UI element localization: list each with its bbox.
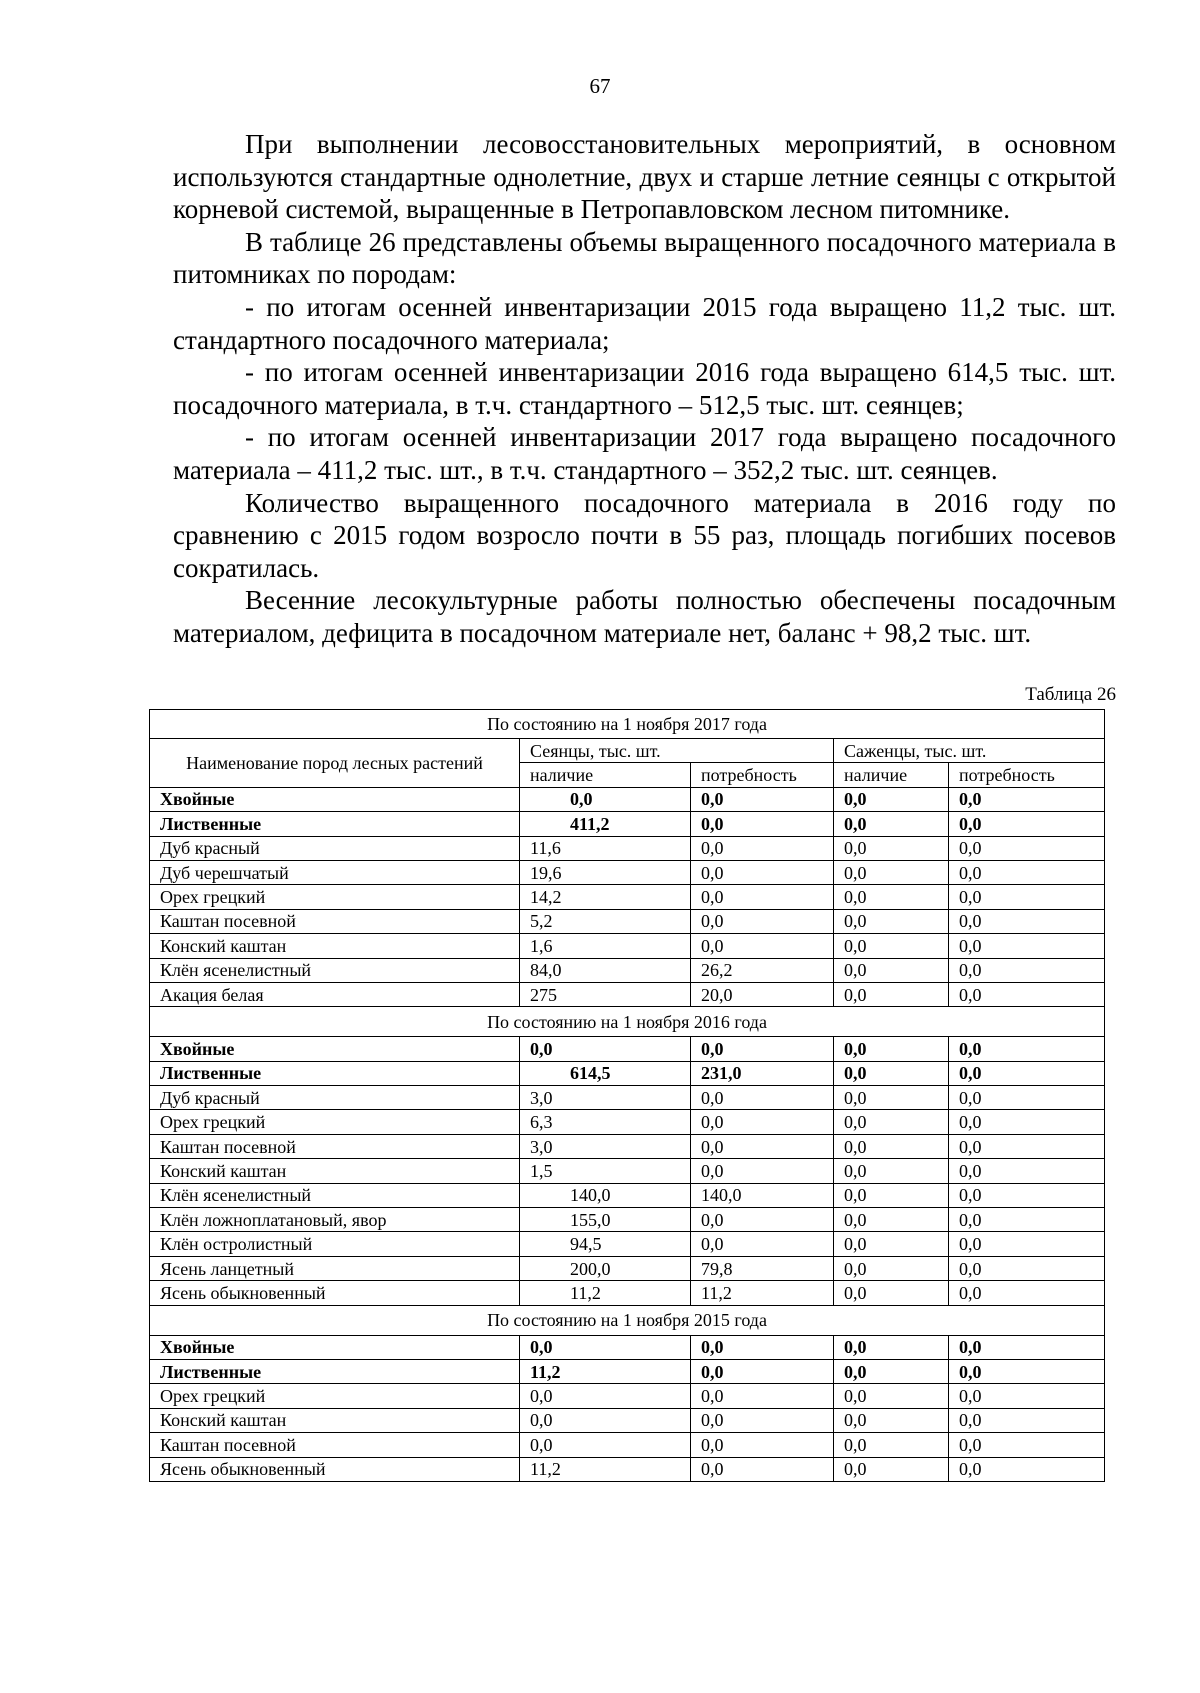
value-cell: 0,0 [949,1433,1105,1457]
value-cell: 0,0 [834,1086,949,1110]
section-title: По состоянию на 1 ноября 2016 года [150,1007,1105,1037]
value-cell: 0,0 [949,934,1105,958]
value-cell: 0,0 [691,909,834,933]
table-row [150,1281,1105,1305]
header-species-name: Наименование пород лесных растений [150,739,520,788]
table-row [150,885,1105,909]
table-row [150,1037,1105,1061]
species-name-cell: Орех грецкий [150,1384,520,1408]
value-cell: 0,0 [949,1408,1105,1432]
species-name-cell: Конский каштан [150,1159,520,1183]
value-cell: 11,2 [691,1281,834,1305]
species-name-cell: Ясень обыкновенный [150,1281,520,1305]
species-name-cell: Дуб красный [150,836,520,860]
paragraph: - по итогам осенней инвентаризации 2015 года выращено 11,2 тыс. шт. стандартного посадочного материала; [173,291,1116,355]
value-cell: 0,0 [834,909,949,933]
value-cell: 0,0 [949,812,1105,836]
value-cell: 0,0 [949,836,1105,860]
species-name-cell: Хвойные [150,1335,520,1359]
value-cell: 0,0 [834,1359,949,1383]
value-cell: 3,0 [520,1086,691,1110]
value-cell: 200,0 [520,1256,691,1280]
species-name-cell: Каштан посевной [150,909,520,933]
value-cell: 0,0 [949,958,1105,982]
value-cell: 0,0 [520,1335,691,1359]
value-cell: 0,0 [949,1134,1105,1158]
table-row [150,1208,1105,1232]
species-name-cell: Клён ложноплатановый, явор [150,1208,520,1232]
species-name-cell: Конский каштан [150,1408,520,1432]
value-cell: 0,0 [949,1457,1105,1481]
value-cell: 0,0 [834,1183,949,1207]
paragraph: Весенние лесокультурные работы полностью обеспечены посадочным материалом, дефицита в посадочном материале нет, баланс + 98,2 тыс. шт. [173,585,1116,648]
value-cell: 0,0 [834,812,949,836]
paragraph: При выполнении лесовосстановительных мероприятий, в основном используются стандартные однолетние, двух и старше летние сеянцы с открытой корневой системой, выращенные в Петропавловском лесном питомнике. [173,129,1116,225]
value-cell: 0,0 [834,860,949,884]
section-title-2016 [150,1007,1105,1037]
value-cell: 94,5 [520,1232,691,1256]
value-cell: 0,0 [949,1335,1105,1359]
value-cell: 0,0 [520,1384,691,1408]
value-cell: 0,0 [834,1110,949,1134]
species-name-cell: Лиственные [150,812,520,836]
table-row [150,1256,1105,1280]
header-saplings: Саженцы, тыс. шт. [834,739,1105,763]
value-cell: 140,0 [520,1183,691,1207]
table-row [150,1159,1105,1183]
species-name-cell: Лиственные [150,1359,520,1383]
page-number: 67 [589,74,611,98]
table-row [150,982,1105,1006]
value-cell: 11,6 [520,836,691,860]
value-cell: 0,0 [834,982,949,1006]
value-cell: 11,2 [520,1359,691,1383]
paragraph: Количество выращенного посадочного материала в 2016 году по сравнению с 2015 годом возросло почти в 55 раз, площадь погибших посевов сократилась. [173,487,1116,583]
header-saplings-available: наличие [834,763,949,787]
value-cell: 0,0 [834,1159,949,1183]
species-name-cell: Хвойные [150,1037,520,1061]
value-cell: 0,0 [520,787,691,811]
value-cell: 0,0 [691,836,834,860]
species-name-cell: Клён ясенелистный [150,958,520,982]
table-row [150,1384,1105,1408]
species-name-cell: Ясень ланцетный [150,1256,520,1280]
value-cell: 0,0 [949,1359,1105,1383]
value-cell: 11,2 [520,1457,691,1481]
species-name-cell: Орех грецкий [150,1110,520,1134]
value-cell: 0,0 [834,836,949,860]
value-cell: 0,0 [691,1457,834,1481]
species-name-cell: Хвойные [150,787,520,811]
species-name-cell: Клён остролистный [150,1232,520,1256]
species-name-cell: Акация белая [150,982,520,1006]
table-row [150,1110,1105,1134]
value-cell: 0,0 [949,982,1105,1006]
value-cell: 0,0 [834,1408,949,1432]
table-row [150,1433,1105,1457]
value-cell: 0,0 [834,1281,949,1305]
table-row [150,958,1105,982]
section-title-2015 [150,1305,1105,1335]
value-cell: 140,0 [691,1183,834,1207]
section-title: По состоянию на 1 ноября 2017 года [150,710,1105,739]
value-cell: 0,0 [691,1086,834,1110]
table-row [150,1183,1105,1207]
table-row [150,1408,1105,1432]
species-name-cell: Орех грецкий [150,885,520,909]
table-row [150,1457,1105,1481]
table-row [150,1061,1105,1085]
value-cell: 79,8 [691,1256,834,1280]
value-cell: 0,0 [834,1433,949,1457]
value-cell: 0,0 [520,1037,691,1061]
value-cell: 0,0 [691,1408,834,1432]
value-cell: 0,0 [949,885,1105,909]
species-name-cell: Дуб черешчатый [150,860,520,884]
value-cell: 6,3 [520,1110,691,1134]
value-cell: 0,0 [834,958,949,982]
value-cell: 0,0 [834,1335,949,1359]
table-row [150,836,1105,860]
value-cell: 231,0 [691,1061,834,1085]
species-name-cell: Каштан посевной [150,1433,520,1457]
value-cell: 0,0 [691,934,834,958]
value-cell: 0,0 [949,1256,1105,1280]
value-cell: 0,0 [834,787,949,811]
value-cell: 11,2 [520,1281,691,1305]
table-row [150,787,1105,811]
value-cell: 0,0 [691,1134,834,1158]
value-cell: 0,0 [949,1384,1105,1408]
species-name-cell: Конский каштан [150,934,520,958]
value-cell: 0,0 [691,1159,834,1183]
paragraph: - по итогам осенней инвентаризации 2016 года выращено 614,5 тыс. шт. посадочного материала, в т.ч. стандартного – 512,5 тыс. шт. сеянцев; [173,357,1116,420]
table-row [150,909,1105,933]
table-row [150,1232,1105,1256]
value-cell: 0,0 [691,1335,834,1359]
value-cell: 0,0 [949,1208,1105,1232]
section-title: По состоянию на 1 ноября 2015 года [150,1305,1105,1335]
value-cell: 0,0 [834,1037,949,1061]
body-text [173,128,1116,650]
value-cell: 0,0 [949,1183,1105,1207]
value-cell: 0,0 [949,787,1105,811]
value-cell: 0,0 [691,812,834,836]
species-name-cell: Ясень обыкновенный [150,1457,520,1481]
value-cell: 0,0 [834,934,949,958]
value-cell: 20,0 [691,982,834,1006]
header-seedlings: Сеянцы, тыс. шт. [520,739,834,763]
value-cell: 614,5 [520,1061,691,1085]
value-cell: 0,0 [834,1232,949,1256]
value-cell: 0,0 [520,1408,691,1432]
value-cell: 0,0 [834,1061,949,1085]
value-cell: 0,0 [691,1232,834,1256]
value-cell: 0,0 [949,1281,1105,1305]
species-name-cell: Дуб красный [150,1086,520,1110]
value-cell: 14,2 [520,885,691,909]
value-cell: 0,0 [834,1208,949,1232]
value-cell: 5,2 [520,909,691,933]
header-saplings-required: потребность [949,763,1105,787]
value-cell: 0,0 [691,1433,834,1457]
value-cell: 0,0 [949,909,1105,933]
paragraph: В таблице 26 представлены объемы выращенного посадочного материала в питомниках по породам: [173,226,1116,290]
paragraph: - по итогам осенней инвентаризации 2017 года выращено посадочного материала – 411,2 тыс. шт., в т.ч. стандартного – 352,2 тыс. шт. сеянцев. [173,422,1116,485]
value-cell: 0,0 [949,1159,1105,1183]
value-cell: 0,0 [834,1457,949,1481]
table-row [150,860,1105,884]
value-cell: 0,0 [691,1208,834,1232]
value-cell: 1,5 [520,1159,691,1183]
value-cell: 0,0 [834,1384,949,1408]
table-row [150,934,1105,958]
value-cell: 0,0 [949,1061,1105,1085]
table-caption: Таблица 26 [1025,684,1116,705]
table-row [150,1086,1105,1110]
value-cell: 1,6 [520,934,691,958]
value-cell: 3,0 [520,1134,691,1158]
value-cell: 0,0 [949,1110,1105,1134]
value-cell: 0,0 [691,1037,834,1061]
value-cell: 0,0 [691,885,834,909]
table-header-row [150,739,1105,763]
section-title-2017 [150,710,1105,739]
value-cell: 411,2 [520,812,691,836]
value-cell: 0,0 [834,1134,949,1158]
value-cell: 0,0 [691,860,834,884]
value-cell: 26,2 [691,958,834,982]
value-cell: 0,0 [691,1359,834,1383]
planting-material-table [149,709,1105,1482]
table-row [150,1134,1105,1158]
value-cell: 0,0 [834,885,949,909]
species-name-cell: Лиственные [150,1061,520,1085]
species-name-cell: Клён ясенелистный [150,1183,520,1207]
value-cell: 275 [520,982,691,1006]
value-cell: 0,0 [834,1256,949,1280]
value-cell: 0,0 [949,1037,1105,1061]
value-cell: 0,0 [949,1232,1105,1256]
value-cell: 84,0 [520,958,691,982]
value-cell: 0,0 [949,1086,1105,1110]
table-row [150,812,1105,836]
value-cell: 155,0 [520,1208,691,1232]
species-name-cell: Каштан посевной [150,1134,520,1158]
value-cell: 0,0 [691,1110,834,1134]
header-seedlings-available: наличие [520,763,691,787]
value-cell: 0,0 [691,1384,834,1408]
table-row [150,1359,1105,1383]
value-cell: 0,0 [691,787,834,811]
header-seedlings-required: потребность [691,763,834,787]
value-cell: 19,6 [520,860,691,884]
value-cell: 0,0 [520,1433,691,1457]
value-cell: 0,0 [949,860,1105,884]
table-row [150,1335,1105,1359]
